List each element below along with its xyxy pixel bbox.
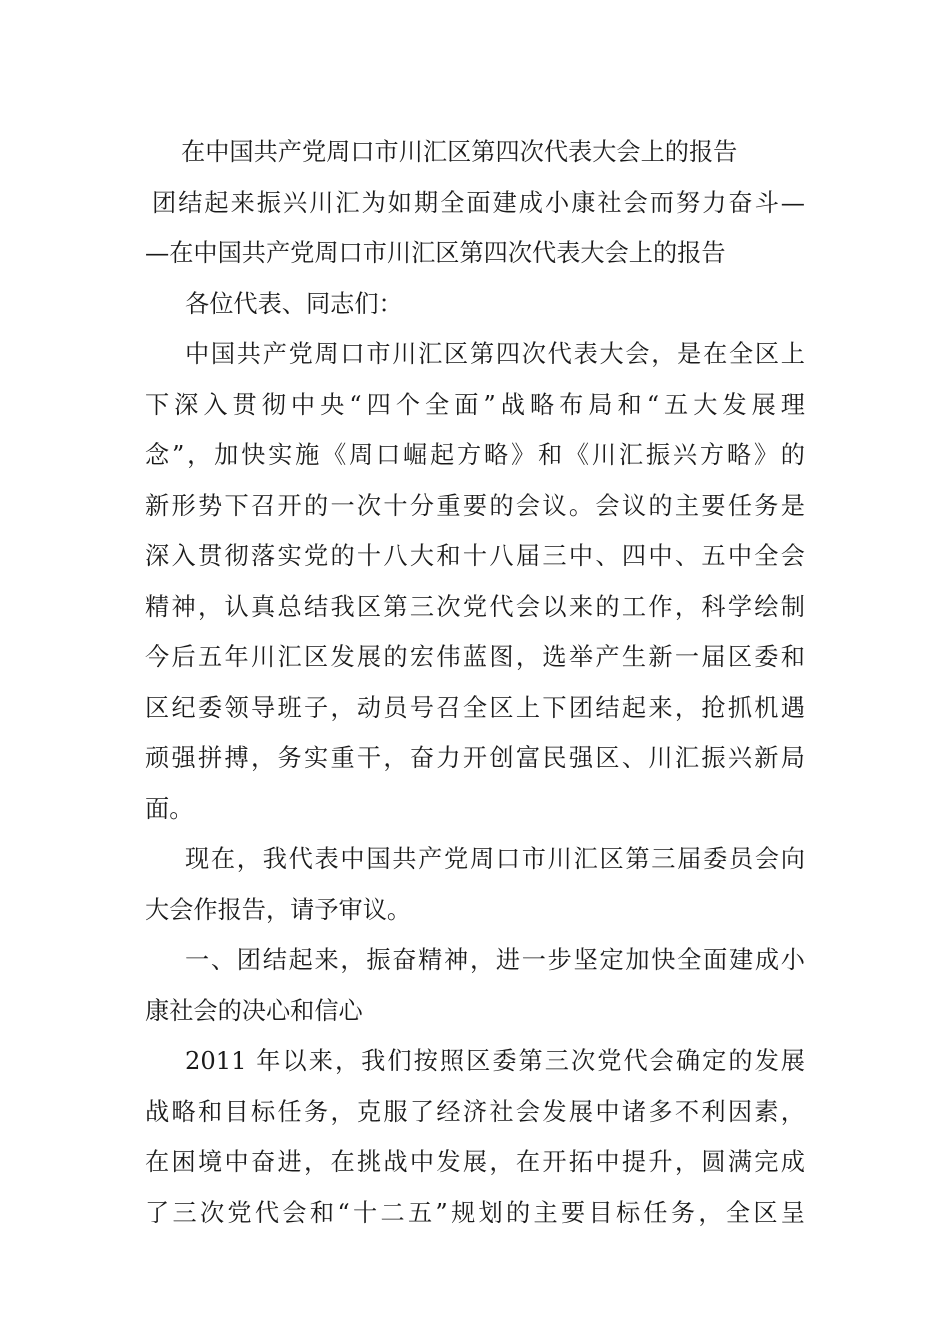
paragraph-line: 今后五年川汇区发展的宏伟蓝图，选举产生新一届区委和 — [145, 643, 805, 671]
heading-line: 康社会的决心和信心 — [145, 996, 363, 1025]
report-title: 在中国共产党周口市川汇区第四次代表大会上的报告 — [181, 138, 738, 166]
paragraph-line: 顽强拼搏，务实重干，奋力开创富民强区、川汇振兴新局 — [145, 744, 805, 772]
paragraph-line: 战略和目标任务，克服了经济社会发展中诸多不利因素， — [145, 1097, 805, 1126]
paragraph-line: 念”，加快实施《周口崛起方略》和《川汇振兴方略》的 — [145, 441, 805, 469]
heading-line: 一、团结起来，振奋精神，进一步坚定加快全面建成小 — [185, 946, 805, 974]
document-page — [145, 127, 805, 1238]
paragraph-line: 下深入贯彻中央“四个全面”战略布局和“五大发展理 — [145, 390, 805, 419]
headline-line-2: —在中国共产党周口市川汇区第四次代表大会上的报告 — [145, 239, 726, 267]
paragraph-line: 深入贯彻落实党的十八大和十八届三中、四中、五中全会 — [145, 542, 805, 570]
section-heading-1 — [145, 935, 805, 1036]
salutation: 各位代表、同志们： — [185, 289, 403, 318]
headline-line-1: 团结起来振兴川汇为如期全面建成小康社会而努力奋斗— — [152, 188, 805, 217]
paragraph-1 — [145, 329, 805, 834]
paragraph-line: 中国共产党周口市川汇区第四次代表大会，是在全区上 — [185, 340, 805, 368]
paragraph-line: 大会作报告，请予审议。 — [145, 895, 412, 924]
paragraph-line: 精神，认真总结我区第三次党代会以来的工作，科学绘制 — [145, 592, 805, 621]
paragraph-line: 了三次党代会和“十二五”规划的主要目标任务，全区呈 — [145, 1198, 805, 1227]
paragraph-line: 面。 — [145, 794, 194, 823]
paragraph-line: 现在，我代表中国共产党周口市川汇区第三届委员会向 — [185, 845, 805, 873]
paragraph-3 — [145, 1036, 805, 1238]
paragraph-line: 区纪委领导班子，动员号召全区上下团结起来，抢抓机遇 — [145, 693, 805, 722]
paragraph-2 — [145, 834, 805, 935]
paragraph-line: 在困境中奋进，在挑战中发展，在开拓中提升，圆满完成 — [145, 1148, 805, 1176]
paragraph-line: 2011 年以来，我们按照区委第三次党代会确定的发展 — [185, 1047, 805, 1075]
paragraph-line: 新形势下召开的一次十分重要的会议。会议的主要任务是 — [145, 491, 805, 520]
